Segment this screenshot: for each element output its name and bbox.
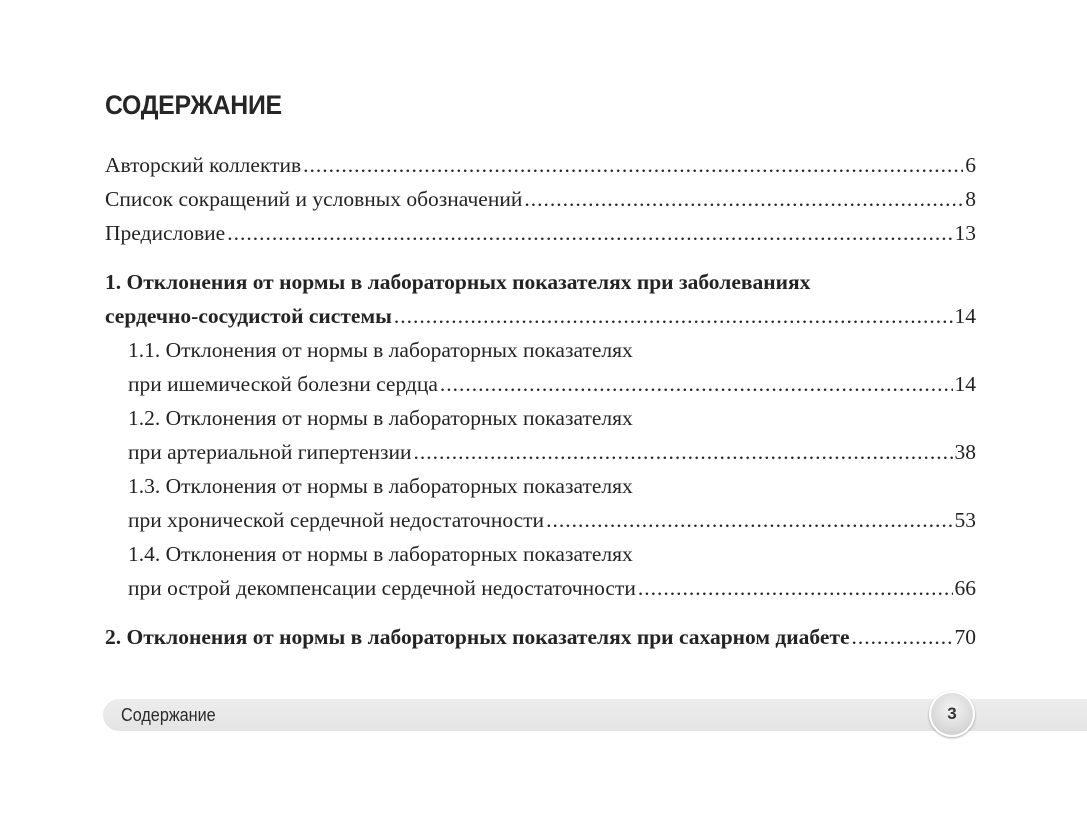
toc-page-number: 8 xyxy=(965,187,976,211)
toc-page-number: 14 xyxy=(954,372,976,396)
toc-entry-text: Предисловие xyxy=(105,221,226,245)
toc-page-number: 6 xyxy=(965,153,976,177)
leader-dots xyxy=(303,148,963,182)
toc-page-number: 13 xyxy=(954,221,976,245)
leader-dots xyxy=(524,182,963,216)
toc-entry-authors[interactable] xyxy=(105,148,976,182)
toc-entry-text: сердечно-сосудистой системы xyxy=(105,304,392,328)
leader-dots xyxy=(227,216,952,250)
toc-page-number: 14 xyxy=(954,304,976,328)
leader-dots xyxy=(852,620,953,654)
toc-entry-text: при острой декомпенсации сердечной недостаточности xyxy=(128,576,636,600)
toc-entry-text-line-1: 1.2. Отклонения от нормы в лабораторных показателях xyxy=(128,406,633,430)
toc-entry-section-1-1[interactable] xyxy=(105,333,976,401)
toc-entry-text: при хронической сердечной недостаточности xyxy=(128,508,545,532)
leader-dots xyxy=(638,571,953,605)
footer-section-label: Содержание xyxy=(121,705,216,725)
page-title: СОДЕРЖАНИЕ xyxy=(105,90,282,120)
toc-page-number: 66 xyxy=(954,576,976,600)
leader-dots xyxy=(394,299,953,333)
toc-entry-chapter-2[interactable] xyxy=(105,620,976,654)
toc-entry-text-line-1: 1.1. Отклонения от нормы в лабораторных показателях xyxy=(128,338,633,362)
toc-entry-chapter-1[interactable] xyxy=(105,265,976,333)
page-number-badge: 3 xyxy=(929,691,975,737)
toc-entry-section-1-4[interactable] xyxy=(105,537,976,605)
toc-entry-text: Список сокращений и условных обозначений xyxy=(105,187,523,211)
toc-entry-text-line-1: 1. Отклонения от нормы в лабораторных показателях при заболеваниях xyxy=(105,270,811,294)
leader-dots xyxy=(546,503,952,537)
toc-entry-section-1-2[interactable] xyxy=(105,401,976,469)
table-of-contents xyxy=(105,148,976,654)
toc-entry-text: при ишемической болезни сердца xyxy=(128,372,438,396)
toc-entry-text: при артериальной гипертензии xyxy=(128,440,412,464)
toc-entry-abbreviations[interactable] xyxy=(105,182,976,216)
leader-dots xyxy=(440,367,953,401)
toc-page-number: 38 xyxy=(954,440,976,464)
toc-entry-text: Авторский коллектив xyxy=(105,153,302,177)
toc-entry-text: 2. Отклонения от нормы в лабораторных показателях при сахарном диабете xyxy=(105,625,850,649)
toc-entry-text-line-1: 1.3. Отклонения от нормы в лабораторных показателях xyxy=(128,474,633,498)
toc-entry-text-line-1: 1.4. Отклонения от нормы в лабораторных показателях xyxy=(128,542,633,566)
leader-dots xyxy=(414,435,953,469)
toc-entry-preface[interactable] xyxy=(105,216,976,250)
toc-entry-section-1-3[interactable] xyxy=(105,469,976,537)
toc-page-number: 53 xyxy=(954,508,976,532)
toc-page-number: 70 xyxy=(954,625,976,649)
